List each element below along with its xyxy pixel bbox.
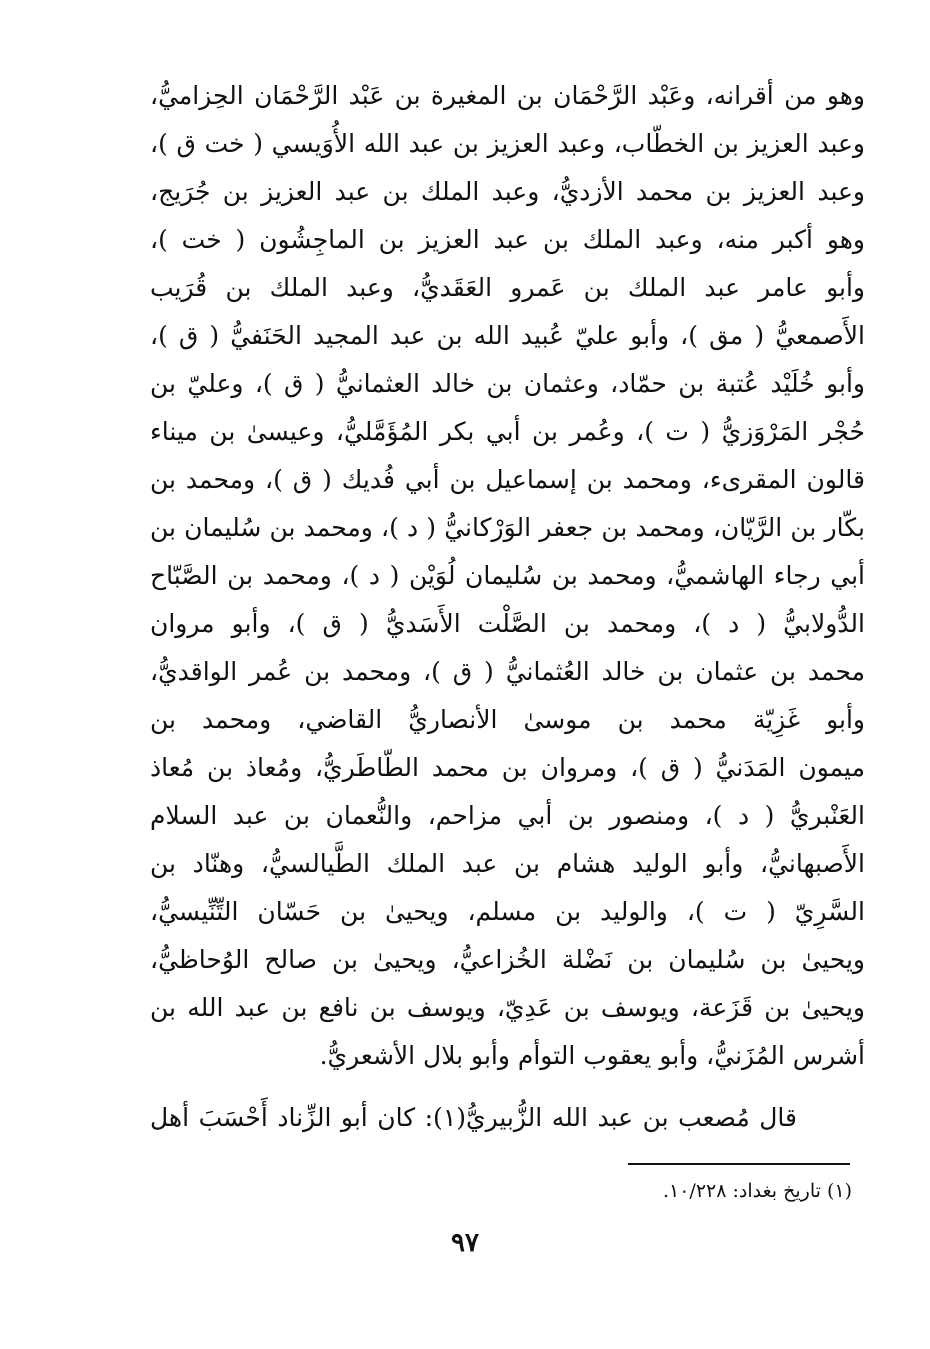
footnote: (١) تاريخ بغداد: ١٠/٢٢٨. (662, 1180, 852, 1202)
page-number: ٩٧ (451, 1228, 479, 1258)
text-line: الأَصبهانيُّ، وأبو الوليد هشام بن عبد الملك الطَّيالسيُّ، وهنّاد بن (150, 849, 865, 878)
text-line: ويحيىٰ بن قَزَعة، ويوسف بن عَدِيّ، ويوسف بن نافع بن عبد الله بن (150, 993, 865, 1022)
text-line: محمد بن عثمان بن خالد العُثمانيُّ ( ق )، ومحمد بن عُمر الواقديُّ، (150, 657, 865, 686)
text-line: ويحيىٰ بن سُليمان بن نَضْلة الخُزاعيُّ، ويحيىٰ بن صالح الوُحاظيُّ، (150, 945, 865, 974)
text-line: وهو أكبر منه، وعبد الملك بن عبد العزيز بن الماجِشُون ( خت )، (150, 225, 865, 254)
paragraph-gap (150, 1080, 865, 1094)
text-line: وعبد العزيز بن محمد الأزديُّ، وعبد الملك بن عبد العزيز بن جُرَيج، (150, 177, 865, 206)
text-line: ميمون المَدَنيُّ ( ق )، ومروان بن محمد الطّاطَريُّ، ومُعاذ بن مُعاذ (150, 753, 865, 782)
text-line: قالون المقرىء، ومحمد بن إسماعيل بن أبي فُديك ( ق )، ومحمد بن (150, 465, 865, 494)
text-line: السَّرِيّ ( ت )، والوليد بن مسلم، ويحيىٰ بن حَسّان التِّنِّيسيُّ، (150, 897, 865, 926)
main-text (150, 72, 865, 1142)
text-line: وأبو غَزِيّة محمد بن موسىٰ الأنصاريُّ القاضي، ومحمد بن (150, 705, 865, 734)
text-line: بكّار بن الرَّيّان، ومحمد بن جعفر الوَرْكانيُّ ( د )، ومحمد بن سُليمان بن (150, 513, 865, 542)
text-line: وهو من أقرانه، وعَبْد الرَّحْمَان بن المغيرة بن عَبْد الرَّحْمَان الحِزاميُّ، (150, 81, 865, 110)
text-line: العَنْبريُّ ( د )، ومنصور بن أبي مزاحم، والنُّعمان بن عبد السلام (150, 801, 865, 830)
text-line: وأبو عامر عبد الملك بن عَمرو العَقَديُّ، وعبد الملك بن قُرَيب (150, 273, 865, 302)
text-line: أبي رجاء الهاشميُّ، ومحمد بن سُليمان لُوَيْن ( د )، ومحمد بن الصَّبّاح (150, 561, 865, 590)
footnote-separator (628, 1163, 850, 1165)
text-line: حُجْر المَرْوَزيُّ ( ت )، وعُمر بن أبي بكر المُؤَمَّليُّ، وعيسىٰ بن ميناء (150, 417, 865, 446)
text-line: الدُّولابيُّ ( د )، ومحمد بن الصَّلْت الأَسَديُّ ( ق )، وأبو مروان (150, 609, 865, 638)
text-line: الأَصمعيُّ ( مق )، وأبو عليّ عُبيد الله بن عبد المجيد الحَنَفيُّ ( ق )، (150, 321, 865, 350)
text-line: وأبو خُلَيْد عُتبة بن حمّاد، وعثمان بن خالد العثمانيُّ ( ق )، وعليّ بن (150, 369, 865, 398)
text-line: وعبد العزيز بن الخطّاب، وعبد العزيز بن عبد الله الأُوَيسي ( خت ق )، (150, 129, 865, 158)
text-line-paragraph-end: أشرس المُزَنيُّ، وأبو يعقوب التوأم وأبو بلال الأشعريُّ. (319, 1041, 865, 1070)
text-line-new-paragraph: قال مُصعب بن عبد الله الزُّبيريُّ(١): كان أبو الزِّناد أَحْسَبَ أهل (150, 1103, 797, 1132)
